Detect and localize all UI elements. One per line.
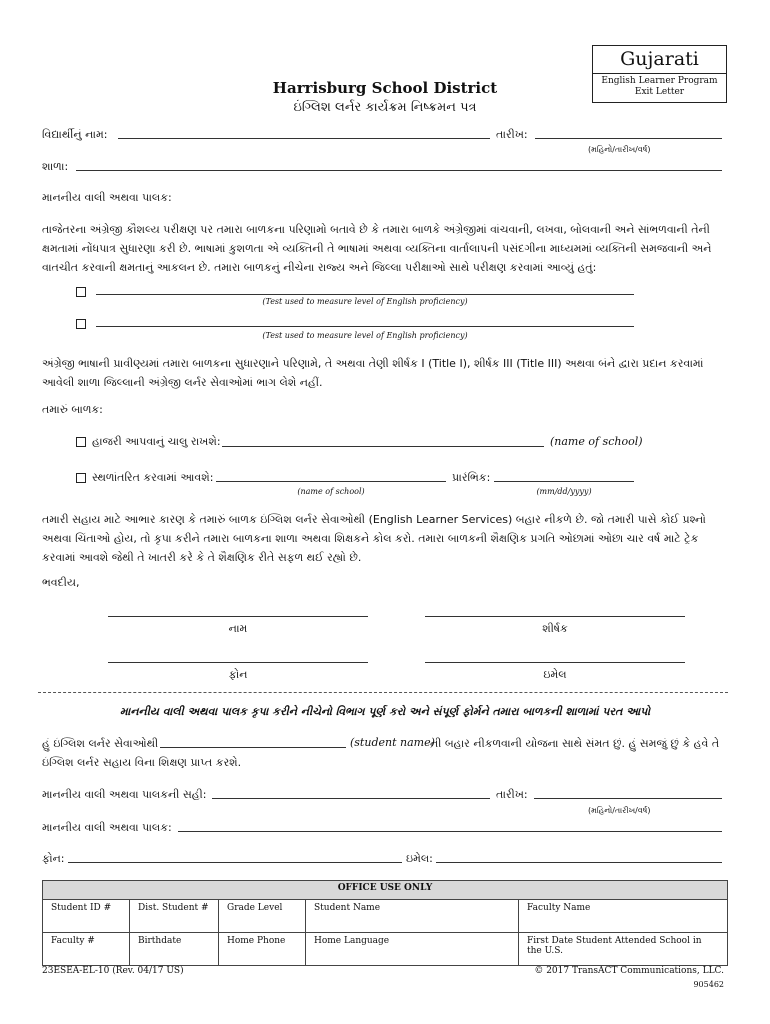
agree-line2: ઇંગ્લિશ લર્નર સહાય વિના શિક્ષણ પ્રાપ્ત કરશે.	[42, 756, 242, 769]
continue-school-field[interactable]	[222, 446, 544, 447]
start-date-hint: (mm/dd/yyyy)	[536, 487, 592, 496]
start-date-field[interactable]	[494, 481, 634, 482]
district-title: Harrisburg School District	[272, 79, 498, 97]
parent-name-label: માનનીય વાલી અથવા પાલક:	[42, 821, 172, 834]
letter-title: ઇંગ્લિશ લર્નર કાર્યક્રમ નિષ્ક્રમન પત્ર	[293, 100, 477, 115]
school-field[interactable]	[76, 170, 722, 171]
agree-suffix: ની બહાર નીકળવાની યોજના સાથે સંમત છું. હું સમજું છું કે હવે તે	[430, 737, 720, 750]
date-field[interactable]	[535, 138, 722, 139]
form-code: 23ESEA-EL-10 (Rev. 04/17 US)	[42, 966, 184, 976]
parent-signature-field[interactable]	[212, 798, 490, 799]
signer-phone-label: ફોન	[228, 668, 248, 681]
parent-date-label: તારીખ:	[496, 788, 528, 801]
parent-name-field[interactable]	[178, 831, 722, 832]
office-cell: Home Language	[306, 933, 519, 966]
continue-school-hint: (name of school)	[550, 435, 643, 448]
test-2-hint: (Test used to measure level of English proficiency)	[262, 331, 468, 340]
parent-phone-field[interactable]	[68, 862, 402, 863]
option-transfer[interactable]	[76, 471, 213, 485]
intro-paragraph: તાજેતરના અંગ્રેજી કૌશલ્ય પરીક્ષણ પર તમારા બાળકના પરિણામો બતાવે છે કે તમારા બાળકે અંગ્રેજીમાં વાંચવાની, લખવા, બોલવાની અને સાંભળવાની તેની ક્ષમતામાં નોંધપાત્ર સુધારણા કરી છે. ભાષામાં કુશળતા એ વ્યક્તિની તે ભાષામાં અથવા વ્યક્તિના વાર્તાલાપની પસંદગીના માધ્યમમાં વ્યક્તિની સમજવાની અને વાતચીત કરવાની ક્ષમતાનું આકલન છે. તમારા બાળકનું નીચેના રાજ્ય અને જિલ્લા પરીક્ષાઓ સાથે પરીક્ષણ કરવામાં આવ્યું હતું:	[42, 223, 712, 274]
your-child-label: તમારું બાળક:	[42, 403, 103, 416]
transfer-school-hint: (name of school)	[297, 487, 365, 496]
agree-student-hint: (student name)	[350, 736, 435, 749]
office-cell: Faculty Name	[519, 900, 728, 933]
signer-email-label: ઇમેલ	[543, 668, 567, 681]
school-label: શાળા:	[42, 160, 69, 173]
office-cell: Birthdate	[130, 933, 219, 966]
parent-phone-label: ફોન:	[42, 852, 65, 865]
return-instruction: માનનીય વાલી અથવા પાલક કૃપા કરીને નીચેનો વિભાગ પૂર્ણ કરો અને સંપૂર્ણ ફોર્મને તમારા બાળકની શાળામાં પરત આપો	[119, 705, 651, 718]
signer-name-label: નામ	[228, 622, 248, 635]
signer-phone-field[interactable]	[108, 662, 368, 663]
office-use-header: OFFICE USE ONLY	[43, 881, 728, 900]
test-1-hint: (Test used to measure level of English proficiency)	[262, 297, 468, 306]
office-cell: Faculty #	[43, 933, 130, 966]
closing-paragraph: તમારી સહાય માટે આભાર કારણ કે તમારું બાળક ઇંગ્લિશ લર્નર સેવાઓથી (English Learner Services) બહાર નીકળે છે. જો તમારી પાસે કોઈ પ્રશ્નો અથવા ચિંતાઓ હોય, તો કૃપા કરીને તમારા બાળકના શાળા અથવા શિક્ષકને કોલ કરો. તમારા બાળકની શૈક્ષણિક પ્રગતિ ઓછામાં ઓછા ચાર વર્ષ માટે ટ્રેક કરવામાં આવશે જેથી તે ખાતરી કરે કે તે શૈક્ષણિક રીતે સફળ થઈ રહ્યો છે.	[42, 513, 706, 564]
copyright: © 2017 TransACT Communications, LLC.	[534, 966, 724, 976]
signer-email-field[interactable]	[425, 662, 685, 663]
greeting: માનનીય વાલી અથવા પાલક:	[42, 191, 172, 204]
test-2-checkbox[interactable]	[76, 317, 92, 330]
title-paragraph: અંગ્રેજી ભાષાની પ્રાવીણ્યમાં તમારા બાળકના સુધારણાને પરિણામે, તે અથવા તેણી શીર્ષક I (Title I), શીર્ષક III (Title III) અથવા બંને દ્વારા પ્રદાન કરવામાં આવેલી શાળા જિલ્લાની અંગ્રેજી લર્નર સેવાઓમાં ભાગ લેશે નહીં.	[42, 357, 704, 389]
cut-line	[38, 692, 728, 693]
office-cell: Student Name	[306, 900, 519, 933]
student-name-field[interactable]	[118, 138, 490, 139]
parent-date-field[interactable]	[534, 798, 722, 799]
option-transfer-label: સ્થળાંતરિત કરવામાં આવશે:	[92, 471, 214, 484]
office-cell: Grade Level	[219, 900, 306, 933]
signer-title-field[interactable]	[425, 616, 685, 617]
office-cell: Student ID #	[43, 900, 130, 933]
test-1-field[interactable]	[96, 294, 634, 295]
option-continue[interactable]	[76, 435, 221, 449]
start-label: પ્રારંભિક:	[452, 471, 491, 484]
office-cell: First Date Student Attended School in the U.S.	[519, 933, 728, 966]
date-hint: (મહિનો/તારીખ/વર્ષ)	[588, 145, 651, 154]
office-cell: Home Phone	[219, 933, 306, 966]
transfer-school-field[interactable]	[216, 481, 446, 482]
agree-prefix: હું ઇંગ્લિશ લર્નર સેવાઓથી	[42, 737, 159, 750]
signer-name-field[interactable]	[108, 616, 368, 617]
test-2-field[interactable]	[96, 326, 634, 327]
agree-student-field[interactable]	[160, 747, 346, 748]
parent-email-label: ઇમેલ:	[406, 852, 433, 865]
closing: ભવદીય,	[42, 576, 80, 589]
form-type-label: English Learner Program Exit Letter	[601, 76, 718, 97]
office-cell: Dist. Student #	[130, 900, 219, 933]
parent-date-hint: (મહિનો/તારીખ/વર્ષ)	[588, 806, 651, 815]
parent-signature-label: માનનીય વાલી અથવા પાલકની સહી:	[42, 788, 207, 801]
parent-email-field[interactable]	[436, 862, 722, 863]
student-name-label: વિદ્યાર્થીનું નામ:	[42, 128, 108, 141]
language-label: Gujarati	[593, 46, 726, 74]
office-use-table	[42, 880, 728, 966]
signer-title-label: શીર્ષક	[542, 622, 568, 635]
doc-number: 905462	[693, 980, 724, 989]
date-label: તારીખ:	[496, 128, 528, 141]
test-1-checkbox[interactable]	[76, 285, 92, 298]
option-continue-label: હાજરી આપવાનું ચાલુ રાખશે:	[92, 435, 221, 448]
